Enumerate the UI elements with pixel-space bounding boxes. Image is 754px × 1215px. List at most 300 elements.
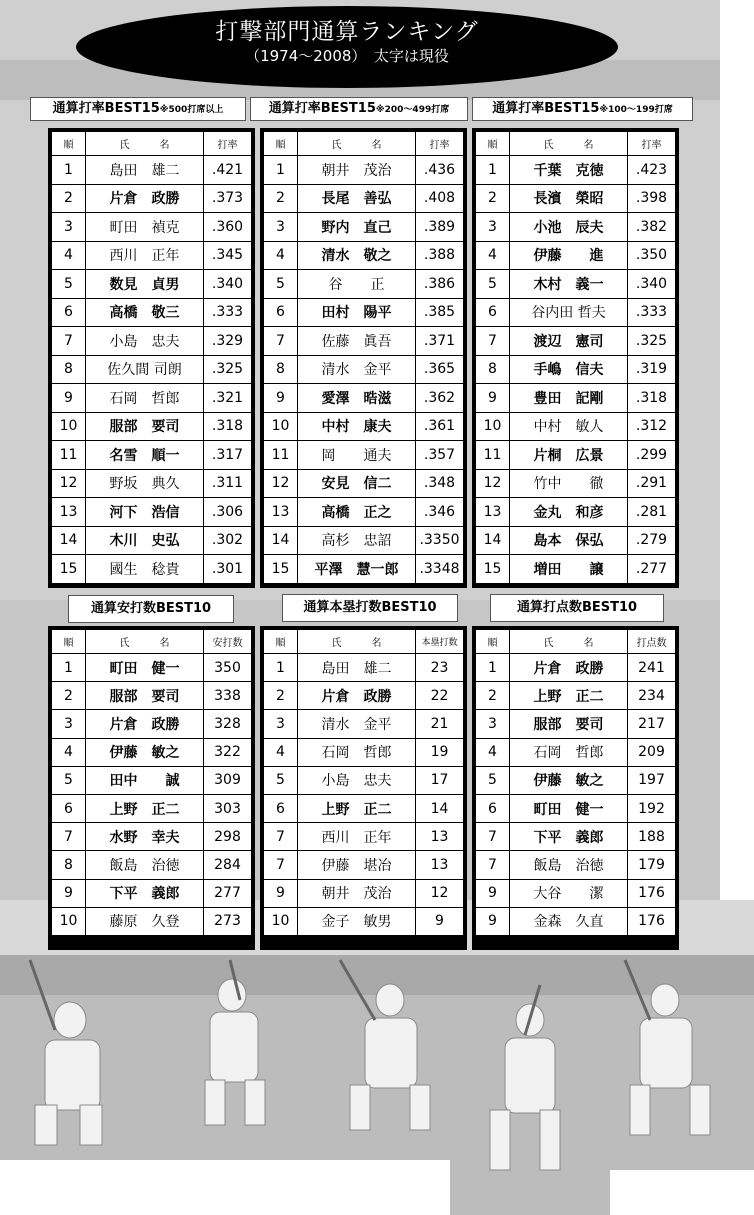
table-row xyxy=(52,738,252,766)
value-cell: .333 xyxy=(204,298,252,327)
table-batting-100 xyxy=(472,128,679,588)
value-cell: .382 xyxy=(628,213,676,242)
table-row xyxy=(476,710,676,738)
name-cell: 小島 忠夫 xyxy=(86,327,204,356)
rank-cell: 6 xyxy=(52,298,86,327)
value-cell: .373 xyxy=(204,184,252,213)
table-row xyxy=(52,498,252,527)
value-cell: .329 xyxy=(204,327,252,356)
rank-cell: 7 xyxy=(264,851,298,879)
table-row xyxy=(476,213,676,242)
value-cell: .388 xyxy=(416,241,464,270)
name-cell: 島田 雄二 xyxy=(86,156,204,185)
table-row xyxy=(52,156,252,185)
rank-cell: 5 xyxy=(476,766,510,794)
value-cell: .302 xyxy=(204,526,252,555)
name-cell: 西川 正年 xyxy=(86,241,204,270)
rank-cell: 4 xyxy=(476,738,510,766)
table-row xyxy=(264,526,464,555)
value-cell: .319 xyxy=(628,355,676,384)
rank-cell: 9 xyxy=(476,879,510,907)
rank-cell: 9 xyxy=(264,879,298,907)
table-hits xyxy=(48,626,255,950)
rank-cell: 1 xyxy=(52,156,86,185)
rank-cell: 5 xyxy=(52,766,86,794)
rank-cell: 15 xyxy=(264,555,298,584)
table-header: 順 氏 名 打点数 xyxy=(476,630,676,654)
rank-cell: 7 xyxy=(52,823,86,851)
rank-cell: 2 xyxy=(52,682,86,710)
table-row xyxy=(52,766,252,794)
table-row xyxy=(264,794,464,822)
value-cell: .325 xyxy=(204,355,252,384)
rank-cell: 12 xyxy=(52,469,86,498)
table-row xyxy=(52,213,252,242)
caption-homeruns: 通算本塁打数BEST10 xyxy=(282,594,458,622)
rank-cell: 7 xyxy=(476,823,510,851)
value-cell: .348 xyxy=(416,469,464,498)
rank-cell: 2 xyxy=(476,184,510,213)
value-cell: 328 xyxy=(204,710,252,738)
name-cell: 上野 正二 xyxy=(510,682,628,710)
rank-cell: 11 xyxy=(52,441,86,470)
rank-cell: 2 xyxy=(52,184,86,213)
table-row xyxy=(52,298,252,327)
name-cell: 町田 健一 xyxy=(510,794,628,822)
name-cell: 大谷 潔 xyxy=(510,879,628,907)
table-row xyxy=(264,384,464,413)
name-cell: 上野 正二 xyxy=(298,794,416,822)
value-cell: 350 xyxy=(204,654,252,682)
value-cell: .281 xyxy=(628,498,676,527)
name-cell: 高橋 正之 xyxy=(298,498,416,527)
rank-cell: 10 xyxy=(476,412,510,441)
name-cell: 島本 保弘 xyxy=(510,526,628,555)
rank-cell: 8 xyxy=(264,355,298,384)
value-cell: 176 xyxy=(628,907,676,935)
rank-cell: 15 xyxy=(476,555,510,584)
table-row xyxy=(264,412,464,441)
name-cell: 西川 正年 xyxy=(298,823,416,851)
rank-cell: 13 xyxy=(52,498,86,527)
rank-cell: 7 xyxy=(264,327,298,356)
name-cell: 飯島 治徳 xyxy=(86,851,204,879)
name-cell: 名雪 順一 xyxy=(86,441,204,470)
table-row xyxy=(476,851,676,879)
table-row xyxy=(476,766,676,794)
name-cell: 片倉 政勝 xyxy=(298,682,416,710)
name-cell: 田村 陽平 xyxy=(298,298,416,327)
name-cell: 片倉 政勝 xyxy=(86,184,204,213)
value-cell: 179 xyxy=(628,851,676,879)
name-cell: 中村 康夫 xyxy=(298,412,416,441)
value-cell: 19 xyxy=(416,738,464,766)
name-cell: 金丸 和彦 xyxy=(510,498,628,527)
rank-cell: 10 xyxy=(264,412,298,441)
name-cell: 石岡 哲郎 xyxy=(510,738,628,766)
rank-cell: 3 xyxy=(264,213,298,242)
value-cell: 188 xyxy=(628,823,676,851)
rank-cell: 12 xyxy=(476,469,510,498)
name-cell: 小池 辰夫 xyxy=(510,213,628,242)
value-cell: 298 xyxy=(204,823,252,851)
rank-cell: 3 xyxy=(52,710,86,738)
name-cell: 清水 敬之 xyxy=(298,241,416,270)
rank-cell: 3 xyxy=(264,710,298,738)
table-row xyxy=(476,355,676,384)
value-cell: 12 xyxy=(416,879,464,907)
value-cell: .311 xyxy=(204,469,252,498)
table-header: 順 氏 名 打率 xyxy=(476,132,676,156)
table-row xyxy=(52,710,252,738)
rank-cell: 14 xyxy=(52,526,86,555)
table-row xyxy=(476,184,676,213)
rank-cell: 2 xyxy=(264,682,298,710)
table-row xyxy=(52,441,252,470)
value-cell: 197 xyxy=(628,766,676,794)
rank-cell: 2 xyxy=(264,184,298,213)
name-cell: 佐久間 司朗 xyxy=(86,355,204,384)
value-cell: .312 xyxy=(628,412,676,441)
table-row xyxy=(264,441,464,470)
name-cell: 下平 義郎 xyxy=(86,879,204,907)
name-cell: 野内 直己 xyxy=(298,213,416,242)
table-header: 順 氏 名 打率 xyxy=(52,132,252,156)
value-cell: 209 xyxy=(628,738,676,766)
table-homeruns xyxy=(260,626,467,950)
rank-cell: 2 xyxy=(476,682,510,710)
value-cell: .386 xyxy=(416,270,464,299)
caption-batting-500: 通算打率BEST15※500打席以上 xyxy=(30,97,246,121)
rank-cell: 6 xyxy=(264,794,298,822)
caption-rbi: 通算打点数BEST10 xyxy=(490,594,664,622)
table-row xyxy=(476,241,676,270)
name-cell: 田中 誠 xyxy=(86,766,204,794)
value-cell: .398 xyxy=(628,184,676,213)
rank-cell: 11 xyxy=(264,441,298,470)
value-cell: .436 xyxy=(416,156,464,185)
rank-cell: 7 xyxy=(52,327,86,356)
rank-cell: 5 xyxy=(52,270,86,299)
name-cell: 清水 金平 xyxy=(298,710,416,738)
caption-batting-100: 通算打率BEST15※100～199打席 xyxy=(472,97,693,121)
value-cell: .408 xyxy=(416,184,464,213)
name-cell: 服部 要司 xyxy=(510,710,628,738)
rank-cell: 5 xyxy=(264,766,298,794)
value-cell: 21 xyxy=(416,710,464,738)
name-cell: 服部 要司 xyxy=(86,682,204,710)
name-cell: 中村 敏人 xyxy=(510,412,628,441)
table-row xyxy=(476,498,676,527)
name-cell: 飯島 治徳 xyxy=(510,851,628,879)
table-row xyxy=(264,469,464,498)
value-cell: 22 xyxy=(416,682,464,710)
table-row xyxy=(264,654,464,682)
rank-cell: 9 xyxy=(52,384,86,413)
name-cell: 片倉 政勝 xyxy=(86,710,204,738)
rank-cell: 10 xyxy=(52,412,86,441)
name-cell: 伊藤 敏之 xyxy=(510,766,628,794)
rank-cell: 7 xyxy=(476,327,510,356)
table-row xyxy=(264,823,464,851)
table-row xyxy=(264,879,464,907)
table-row xyxy=(264,156,464,185)
rank-cell: 6 xyxy=(264,298,298,327)
rank-cell: 1 xyxy=(264,156,298,185)
value-cell: .318 xyxy=(628,384,676,413)
name-cell: 上野 正二 xyxy=(86,794,204,822)
rank-cell: 7 xyxy=(476,851,510,879)
value-cell: .389 xyxy=(416,213,464,242)
rank-cell: 4 xyxy=(52,738,86,766)
rank-cell: 13 xyxy=(476,498,510,527)
table-row xyxy=(264,710,464,738)
rank-cell: 3 xyxy=(52,213,86,242)
name-cell: 平澤 慧一郎 xyxy=(298,555,416,584)
value-cell: .3348 xyxy=(416,555,464,584)
table-row xyxy=(264,682,464,710)
name-cell: 片桐 広景 xyxy=(510,441,628,470)
value-cell: .361 xyxy=(416,412,464,441)
table-header: 順 氏 名 打率 xyxy=(264,132,464,156)
value-cell: 273 xyxy=(204,907,252,935)
name-cell: 野坂 典久 xyxy=(86,469,204,498)
value-cell: .385 xyxy=(416,298,464,327)
table-row xyxy=(476,270,676,299)
value-cell: .279 xyxy=(628,526,676,555)
name-cell: 下平 義郎 xyxy=(510,823,628,851)
name-cell: 朝井 茂治 xyxy=(298,156,416,185)
rank-cell: 8 xyxy=(52,851,86,879)
rank-cell: 14 xyxy=(264,526,298,555)
value-cell: 338 xyxy=(204,682,252,710)
value-cell: .357 xyxy=(416,441,464,470)
rank-cell: 1 xyxy=(264,654,298,682)
value-cell: .346 xyxy=(416,498,464,527)
value-cell: 176 xyxy=(628,879,676,907)
table-row xyxy=(264,241,464,270)
rank-cell: 9 xyxy=(476,384,510,413)
table-row xyxy=(476,156,676,185)
name-cell: 町田 禎克 xyxy=(86,213,204,242)
table-row xyxy=(476,441,676,470)
name-cell: 小島 忠夫 xyxy=(298,766,416,794)
rank-cell: 14 xyxy=(476,526,510,555)
name-cell: 谷内田 哲夫 xyxy=(510,298,628,327)
value-cell: .299 xyxy=(628,441,676,470)
name-cell: 石岡 哲郎 xyxy=(298,738,416,766)
name-cell: 谷 正 xyxy=(298,270,416,299)
value-cell: 241 xyxy=(628,654,676,682)
name-cell: 岡 通夫 xyxy=(298,441,416,470)
table-row xyxy=(52,384,252,413)
rank-cell: 8 xyxy=(52,355,86,384)
rank-cell: 9 xyxy=(264,384,298,413)
table-row xyxy=(264,184,464,213)
name-cell: 伊藤 進 xyxy=(510,241,628,270)
table-row xyxy=(52,526,252,555)
name-cell: 渡辺 憲司 xyxy=(510,327,628,356)
table-row xyxy=(264,738,464,766)
name-cell: 安見 信二 xyxy=(298,469,416,498)
table-row xyxy=(264,498,464,527)
table-row xyxy=(476,412,676,441)
rank-cell: 3 xyxy=(476,213,510,242)
rank-cell: 15 xyxy=(52,555,86,584)
rank-cell: 12 xyxy=(264,469,298,498)
table-row xyxy=(52,682,252,710)
rank-cell: 4 xyxy=(476,241,510,270)
name-cell: 佐藤 眞吾 xyxy=(298,327,416,356)
rank-cell: 4 xyxy=(264,241,298,270)
name-cell: 水野 幸夫 xyxy=(86,823,204,851)
table-row xyxy=(476,654,676,682)
name-cell: 長尾 善弘 xyxy=(298,184,416,213)
table-row xyxy=(476,682,676,710)
name-cell: 増田 譲 xyxy=(510,555,628,584)
value-cell: .365 xyxy=(416,355,464,384)
table-row xyxy=(476,384,676,413)
rank-cell: 5 xyxy=(264,270,298,299)
value-cell: .318 xyxy=(204,412,252,441)
table-row xyxy=(52,469,252,498)
value-cell: .421 xyxy=(204,156,252,185)
table-row xyxy=(264,851,464,879)
name-cell: 高橋 敬三 xyxy=(86,298,204,327)
title-banner xyxy=(76,6,618,88)
name-cell: 石岡 哲郎 xyxy=(86,384,204,413)
value-cell: .325 xyxy=(628,327,676,356)
rank-cell: 4 xyxy=(52,241,86,270)
rank-cell: 1 xyxy=(476,654,510,682)
value-cell: 217 xyxy=(628,710,676,738)
name-cell: 伊藤 堪冶 xyxy=(298,851,416,879)
value-cell: .371 xyxy=(416,327,464,356)
table-rbi xyxy=(472,626,679,950)
name-cell: 服部 要司 xyxy=(86,412,204,441)
value-cell: 13 xyxy=(416,851,464,879)
name-cell: 木川 史弘 xyxy=(86,526,204,555)
value-cell: .340 xyxy=(628,270,676,299)
value-cell: .317 xyxy=(204,441,252,470)
table-row xyxy=(264,907,464,935)
name-cell: 高杉 忠詔 xyxy=(298,526,416,555)
rank-cell: 3 xyxy=(476,710,510,738)
rank-cell: 9 xyxy=(52,879,86,907)
table-row xyxy=(52,851,252,879)
table-row xyxy=(52,907,252,935)
value-cell: .321 xyxy=(204,384,252,413)
table-row xyxy=(264,327,464,356)
value-cell: 284 xyxy=(204,851,252,879)
page-subtitle: （1974～2008） 太字は現役 xyxy=(245,47,449,65)
table-row xyxy=(476,879,676,907)
value-cell: .350 xyxy=(628,241,676,270)
table-header: 順 氏 名 本塁打数 xyxy=(264,630,464,654)
caption-hits: 通算安打数BEST10 xyxy=(68,595,234,623)
value-cell: .360 xyxy=(204,213,252,242)
rank-cell: 1 xyxy=(476,156,510,185)
value-cell: 14 xyxy=(416,794,464,822)
name-cell: 伊藤 敏之 xyxy=(86,738,204,766)
name-cell: 藤原 久登 xyxy=(86,907,204,935)
table-row xyxy=(264,270,464,299)
value-cell: 234 xyxy=(628,682,676,710)
table-row xyxy=(476,526,676,555)
rank-cell: 5 xyxy=(476,270,510,299)
name-cell: 数見 貞男 xyxy=(86,270,204,299)
table-row xyxy=(52,355,252,384)
table-batting-500 xyxy=(48,128,255,588)
page-title: 打撃部門通算ランキング xyxy=(215,19,479,45)
name-cell: 片倉 政勝 xyxy=(510,654,628,682)
table-row xyxy=(52,794,252,822)
value-cell: .3350 xyxy=(416,526,464,555)
name-cell: 河下 浩信 xyxy=(86,498,204,527)
value-cell: .301 xyxy=(204,555,252,584)
value-cell: 309 xyxy=(204,766,252,794)
table-row xyxy=(476,469,676,498)
value-cell: .291 xyxy=(628,469,676,498)
table-row xyxy=(52,654,252,682)
table-row xyxy=(52,823,252,851)
table-row xyxy=(52,412,252,441)
name-cell: 愛澤 晧滋 xyxy=(298,384,416,413)
name-cell: 金子 敏男 xyxy=(298,907,416,935)
table-row xyxy=(52,184,252,213)
name-cell: 長濱 榮昭 xyxy=(510,184,628,213)
name-cell: 千葉 克徳 xyxy=(510,156,628,185)
table-row xyxy=(476,794,676,822)
value-cell: .333 xyxy=(628,298,676,327)
rank-cell: 11 xyxy=(476,441,510,470)
rank-cell: 10 xyxy=(52,907,86,935)
table-row xyxy=(476,327,676,356)
name-cell: 豊田 記剛 xyxy=(510,384,628,413)
rank-cell: 10 xyxy=(264,907,298,935)
rank-cell: 7 xyxy=(264,823,298,851)
table-row xyxy=(476,555,676,584)
table-row xyxy=(52,555,252,584)
value-cell: 23 xyxy=(416,654,464,682)
table-row xyxy=(476,823,676,851)
name-cell: 木村 義一 xyxy=(510,270,628,299)
rank-cell: 8 xyxy=(476,355,510,384)
value-cell: 303 xyxy=(204,794,252,822)
table-row xyxy=(264,766,464,794)
table-row xyxy=(264,213,464,242)
value-cell: .340 xyxy=(204,270,252,299)
value-cell: 192 xyxy=(628,794,676,822)
name-cell: 國生 稔貴 xyxy=(86,555,204,584)
rank-cell: 13 xyxy=(264,498,298,527)
value-cell: .423 xyxy=(628,156,676,185)
name-cell: 町田 健一 xyxy=(86,654,204,682)
rank-cell: 6 xyxy=(52,794,86,822)
table-row xyxy=(264,298,464,327)
name-cell: 手嶋 信夫 xyxy=(510,355,628,384)
name-cell: 竹中 徹 xyxy=(510,469,628,498)
value-cell: 13 xyxy=(416,823,464,851)
table-row xyxy=(52,879,252,907)
rank-cell: 1 xyxy=(52,654,86,682)
value-cell: .277 xyxy=(628,555,676,584)
rank-cell: 6 xyxy=(476,794,510,822)
table-row xyxy=(476,907,676,935)
table-row xyxy=(52,241,252,270)
value-cell: 277 xyxy=(204,879,252,907)
value-cell: .306 xyxy=(204,498,252,527)
